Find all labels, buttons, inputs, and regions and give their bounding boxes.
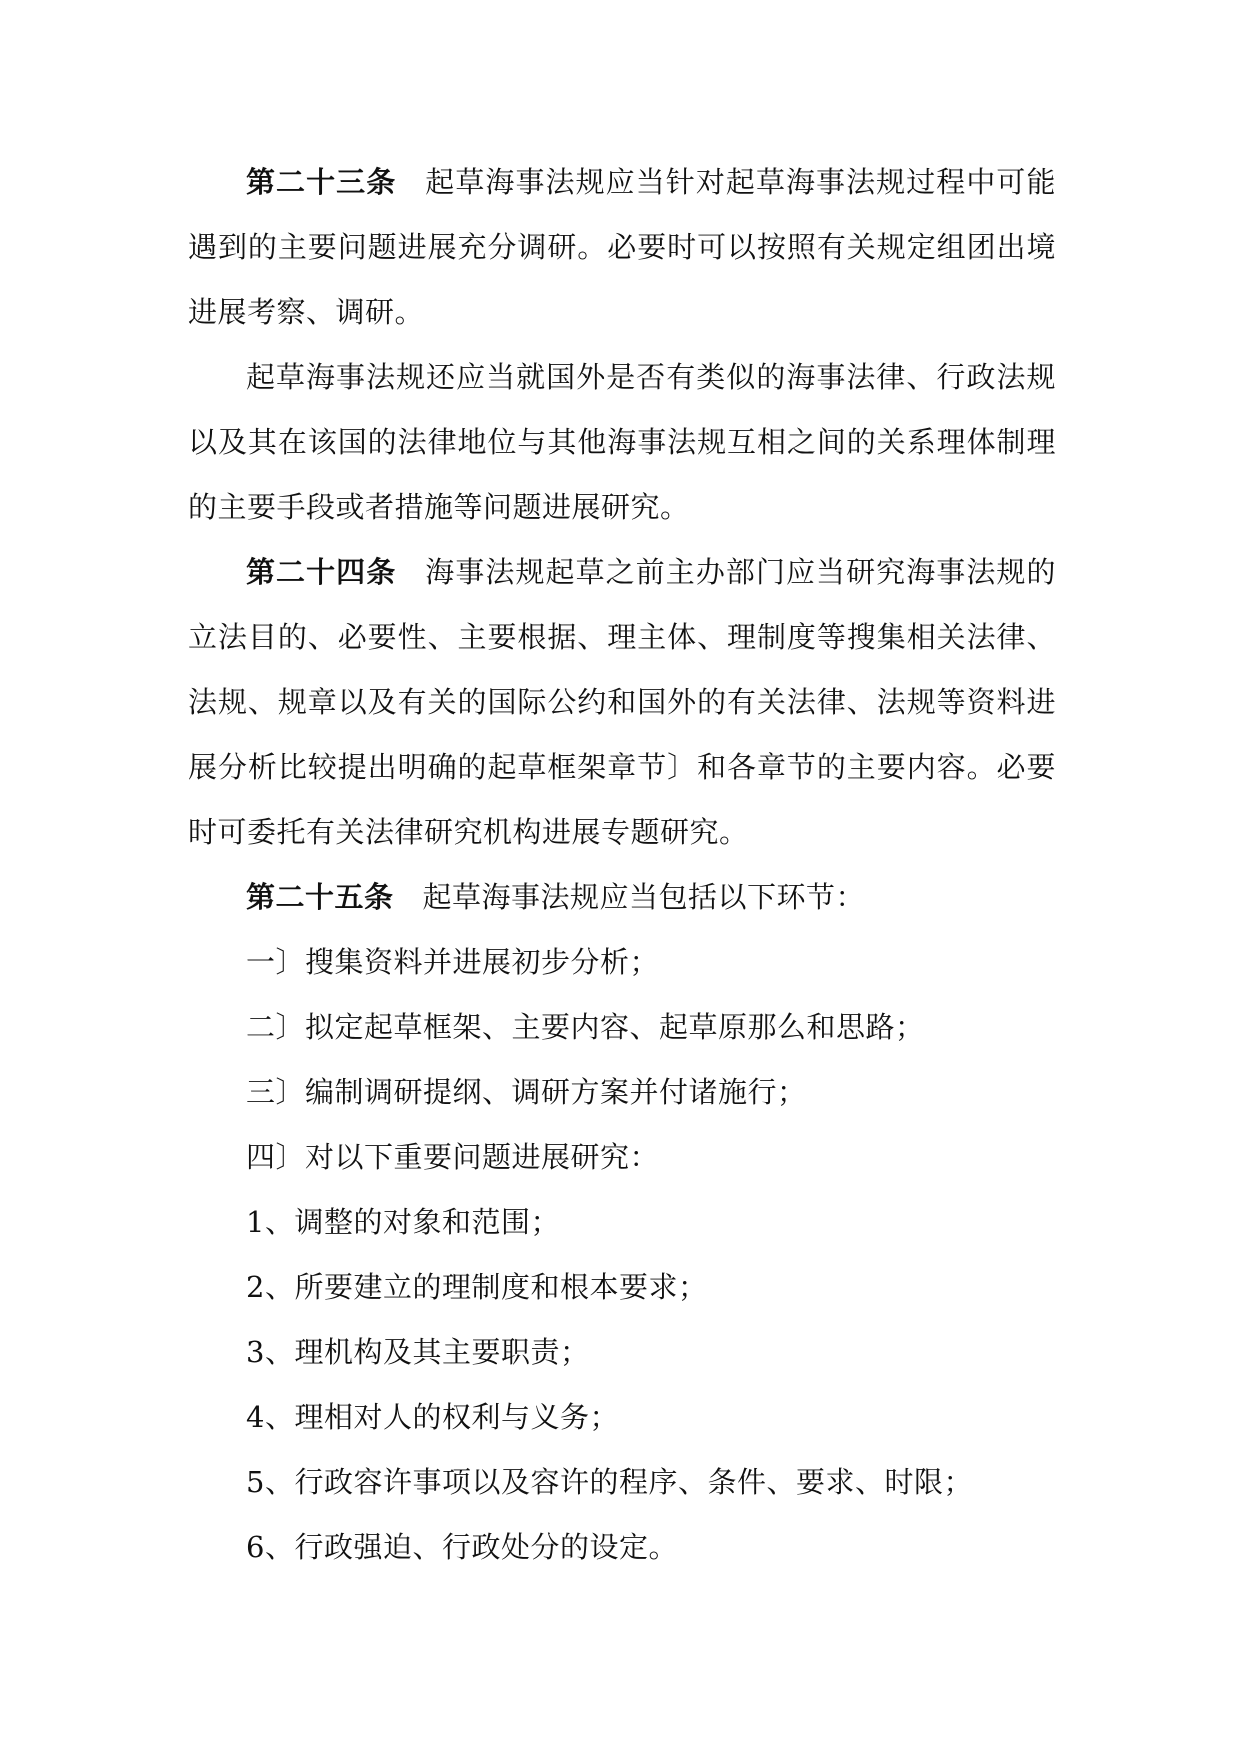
document-page (188, 150, 1056, 1580)
list-item: 一〕搜集资料并进展初步分析； (246, 945, 660, 979)
list-item: 2、所要建立的理制度和根本要求； (246, 1270, 708, 1304)
list-item: 4、理相对人的权利与义务； (246, 1400, 619, 1434)
paragraph-text: 起草海事法规还应当就国外是否有类似的海事法律、行政法规以及其在该国的法律地位与其他海事法规互相之间的关系理体制理的主要手段或者措施等问题进展研究。 (188, 360, 1056, 524)
article-23-paragraph-2 (188, 345, 1056, 540)
article-24 (188, 540, 1056, 865)
list-item: 5、行政容许事项以及容许的程序、条件、要求、时限； (246, 1465, 973, 1499)
article-text: 起草海事法规应当针对起草海事法规过程中可能遇到的主要问题进展充分调研。必要时可以按照有关规定组团出境进展考察、调研。 (188, 165, 1056, 329)
article-number: 第二十四条 (246, 555, 397, 589)
article-text: 起草海事法规应当包括以下环节： (422, 880, 866, 914)
list-item: 1、调整的对象和范围； (246, 1205, 560, 1239)
list-item: 6、行政强迫、行政处分的设定。 (246, 1530, 678, 1564)
article-23 (188, 150, 1056, 345)
list-item: 四〕对以下重要问题进展研究： (246, 1140, 660, 1174)
list-item: 3、理机构及其主要职责； (246, 1335, 590, 1369)
article-number: 第二十三条 (246, 165, 397, 199)
article-number: 第二十五条 (246, 880, 394, 914)
list-item: 三〕编制调研提纲、调研方案并付诸施行； (246, 1075, 807, 1109)
list-item: 二〕拟定起草框架、主要内容、起草原那么和思路； (246, 1010, 925, 1044)
article-25 (188, 865, 1056, 930)
article-text: 海事法规起草之前主办部门应当研究海事法规的立法目的、必要性、主要根据、理主体、理制度等搜集相关法律、法规、规章以及有关的国际公约和国外的有关法律、法规等资料进展分析比较提出明确的起草框架章节〕和各章节的主要内容。必要时可委托有关法律研究机构进展专题研究。 (188, 555, 1056, 849)
